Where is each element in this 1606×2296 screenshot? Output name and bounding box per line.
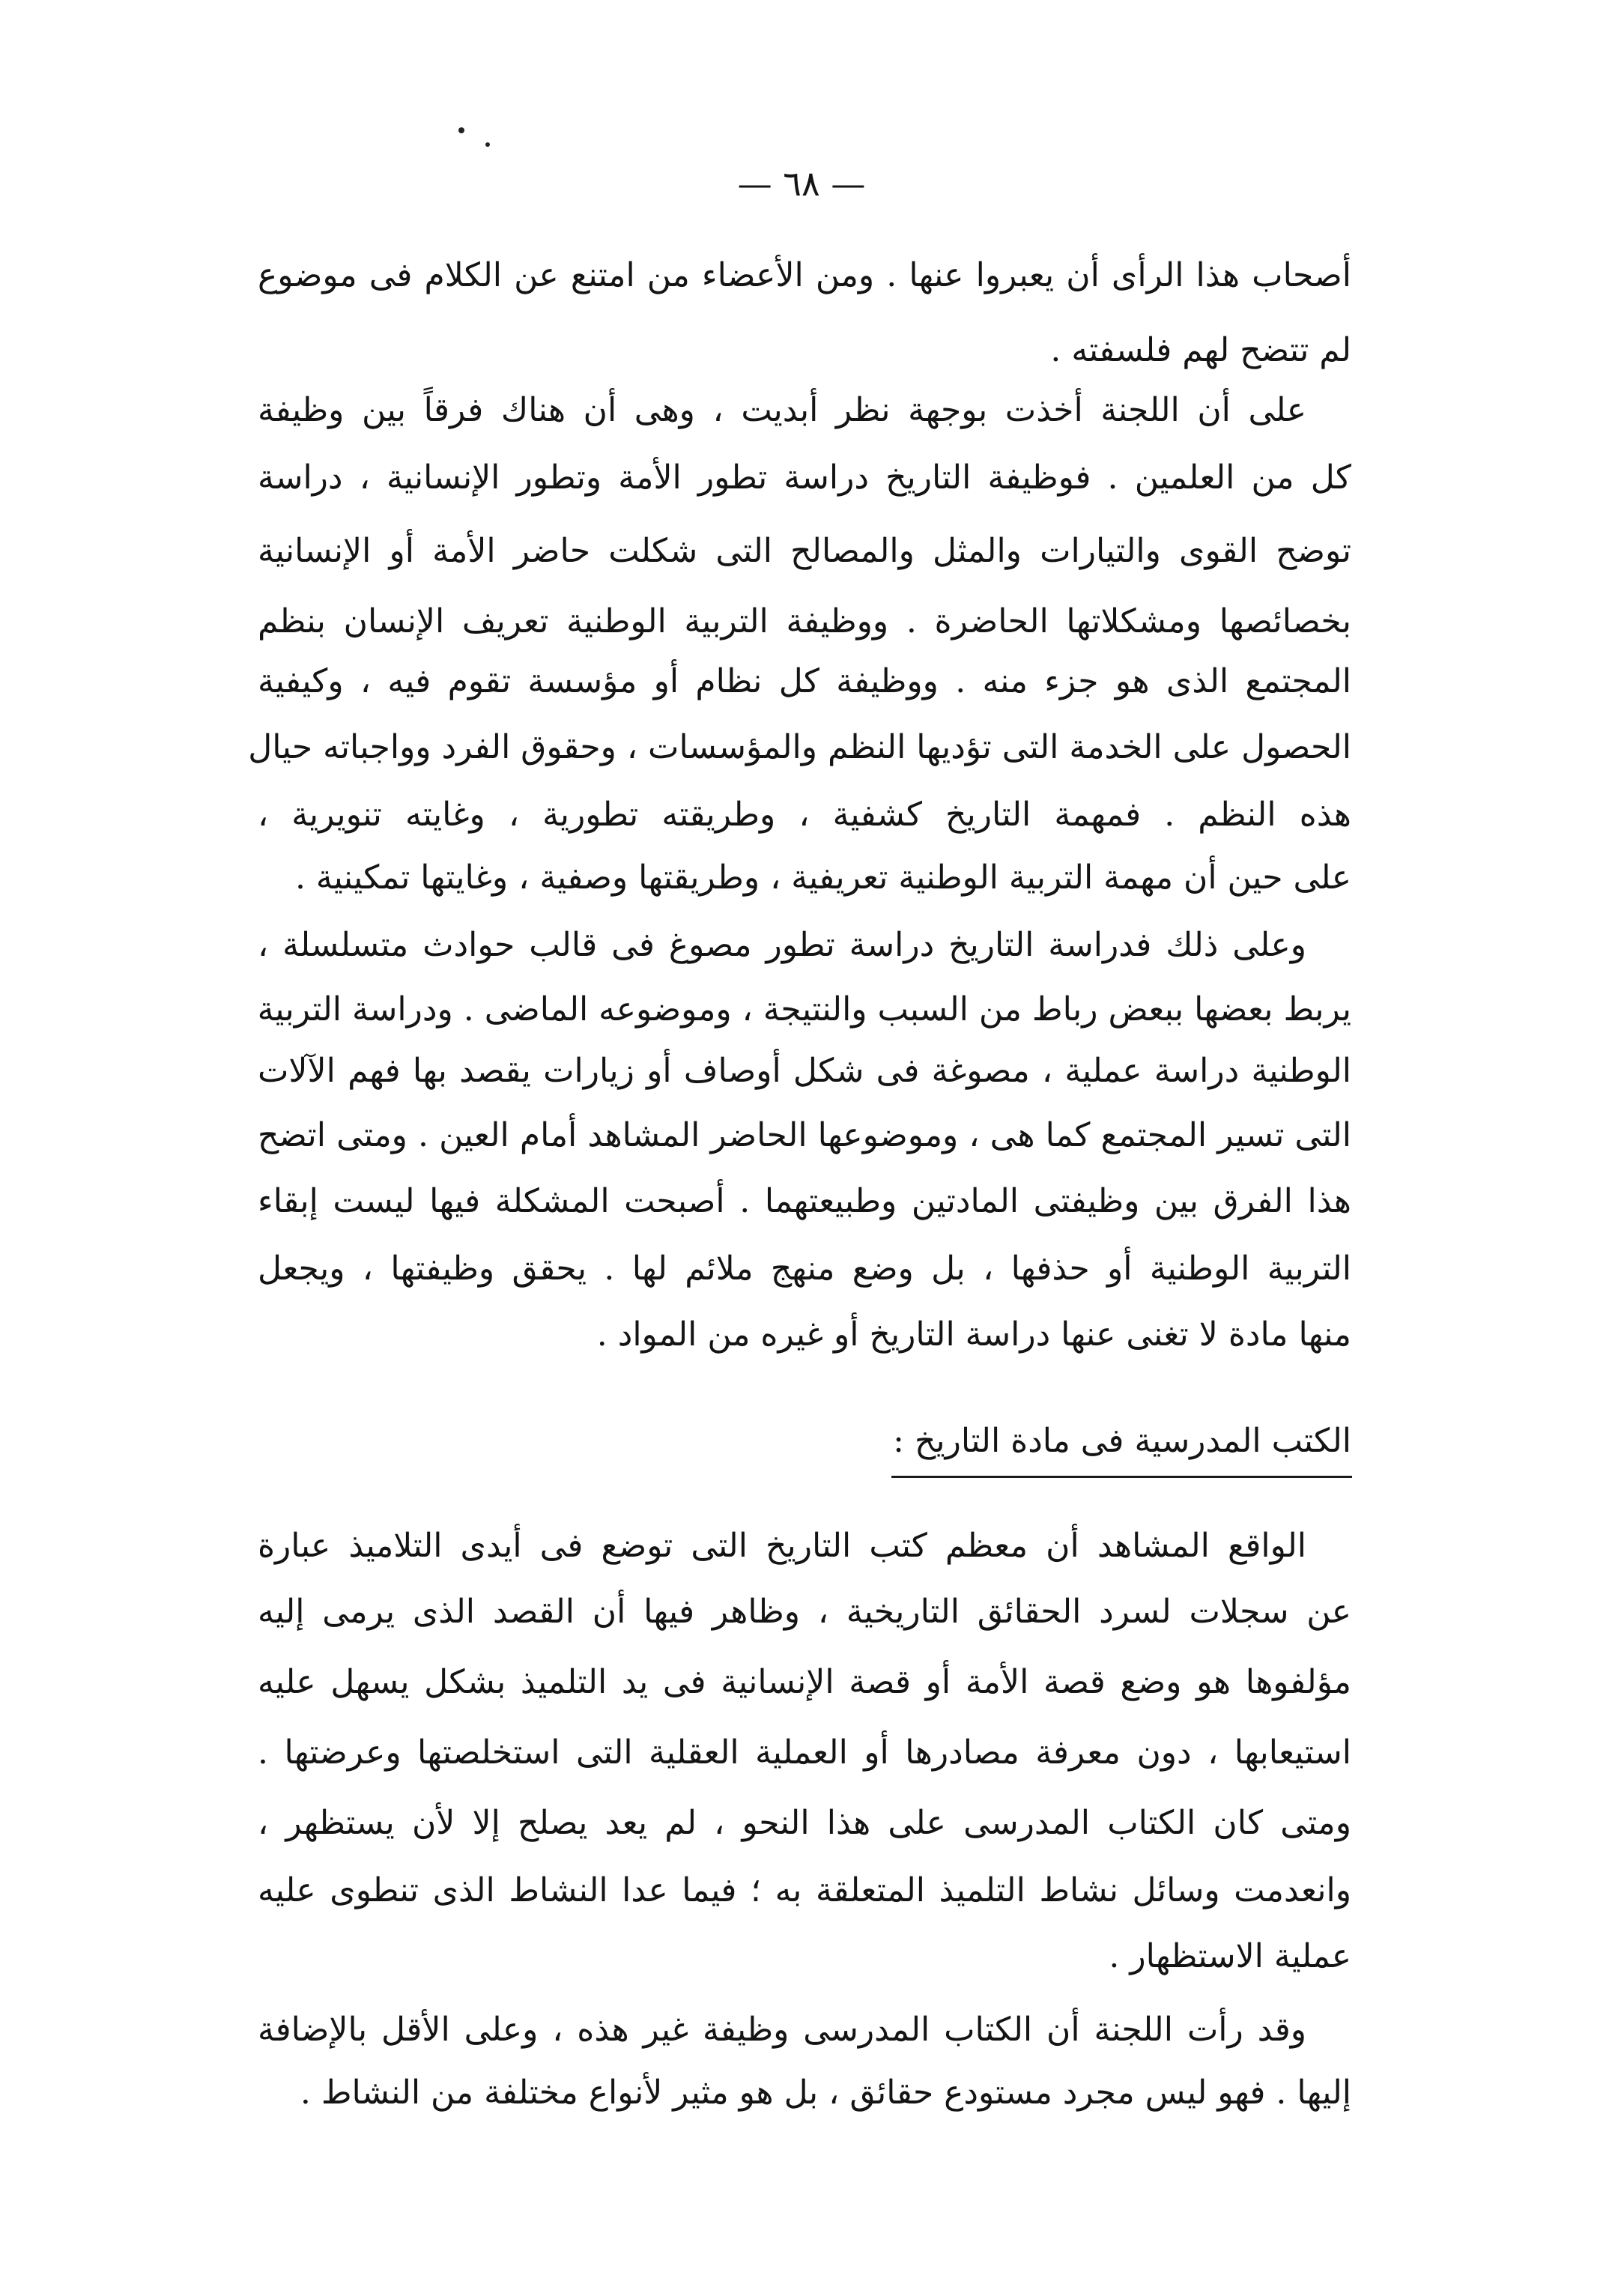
page-number: — ٦٨ — <box>737 163 866 204</box>
text-line: المجتمع الذى هو جزء منه . ووظيفة كل نظام أو مؤسسة تقوم فيه ، وكيفية <box>258 662 1351 700</box>
text-line: التربية الوطنية أو حذفها ، بل وضع منهج ملائم لها . يحقق وظيفتها ، ويجعل <box>258 1250 1351 1288</box>
text-line: استيعابها ، دون معرفة مصادرها أو العملية العقلية التى استخلصتها وعرضتها . <box>258 1733 1352 1772</box>
heading-underline <box>891 1476 1352 1478</box>
text-line: وانعدمت وسائل نشاط التلميذ المتعلقة به ؛ فيما عدا النشاط الذى تنطوى عليه <box>258 1871 1351 1909</box>
text-line: هذه النظم . فمهمة التاريخ كشفية ، وطريقته تطورية ، وغايته تنويرية ، <box>258 796 1351 834</box>
text-line: إليها . فهو ليس مجرد مستودع حقائق ، بل هو مثير لأنواع مختلفة من النشاط . <box>300 2074 1351 2112</box>
scan-speck <box>458 127 464 133</box>
text-line: منها مادة لا تغنى عنها دراسة التاريخ أو غيره من المواد . <box>596 1315 1351 1354</box>
text-line: ومتى كان الكتاب المدرسى على هذا النحو ، لم يعد يصلح إلا لأن يستظهر ، <box>258 1804 1351 1842</box>
text-line: هذا الفرق بين وظيفتى المادتين وطبيعتهما . أصبحت المشكلة فيها ليست إبقاء <box>258 1182 1351 1220</box>
text-line: وعلى ذلك فدراسة التاريخ دراسة تطور مصوغ فى قالب حوادث متسلسلة ، <box>258 926 1306 964</box>
text-line: على حين أن مهمة التربية الوطنية تعريفية ، وطريقتها وصفية ، وغايتها تمكينية . <box>294 858 1351 897</box>
text-line: الحصول على الخدمة التى تؤديها النظم والمؤسسات ، وحقوق الفرد وواجباته حيال <box>248 728 1351 766</box>
text-line: أصحاب هذا الرأى أن يعبروا عنها . ومن الأعضاء من امتنع عن الكلام فى موضوع <box>258 256 1351 294</box>
text-line: عن سجلات لسرد الحقائق التاريخية ، وظاهر فيها أن القصد الذى يرمى إليه <box>258 1593 1351 1631</box>
text-line: مؤلفوها هو وضع قصة الأمة أو قصة الإنسانية فى يد التلميذ بشكل يسهل عليه <box>258 1663 1351 1701</box>
scan-speck <box>485 142 490 147</box>
text-line: الواقع المشاهد أن معظم كتب التاريخ التى توضع فى أيدى التلاميذ عبارة <box>258 1527 1306 1565</box>
text-line: لم تتضح لهم فلسفته . <box>1050 331 1351 369</box>
text-line: وقد رأت اللجنة أن الكتاب المدرسى وظيفة غير هذه ، وعلى الأقل بالإضافة <box>258 2011 1306 2049</box>
text-line: التى تسير المجتمع كما هى ، وموضوعها الحاضر المشاهد أمام العين . ومتى اتضح <box>258 1116 1351 1154</box>
text-line: كل من العلمين . فوظيفة التاريخ دراسة تطور الأمة وتطور الإنسانية ، دراسة <box>258 458 1351 497</box>
text-line: عملية الاستظهار . <box>1109 1937 1351 1975</box>
text-line: توضح القوى والتيارات والمثل والمصالح التى شكلت حاضر الأمة أو الإنسانية <box>258 532 1351 570</box>
text-line: الوطنية دراسة عملية ، مصوغة فى شكل أوصاف أو زيارات يقصد بها فهم الآلات <box>258 1052 1351 1090</box>
text-line: يربط بعضها ببعض رباط من السبب والنتيجة ، وموضوعه الماضى . ودراسة التربية <box>257 990 1351 1029</box>
text-line: على أن اللجنة أخذت بوجهة نظر أبديت ، وهى أن هناك فرقاً بين وظيفة <box>258 391 1306 429</box>
section-heading: الكتب المدرسية فى مادة التاريخ : <box>893 1422 1351 1460</box>
text-line: بخصائصها ومشكلاتها الحاضرة . ووظيفة التربية الوطنية تعريف الإنسان بنظم <box>258 602 1351 640</box>
